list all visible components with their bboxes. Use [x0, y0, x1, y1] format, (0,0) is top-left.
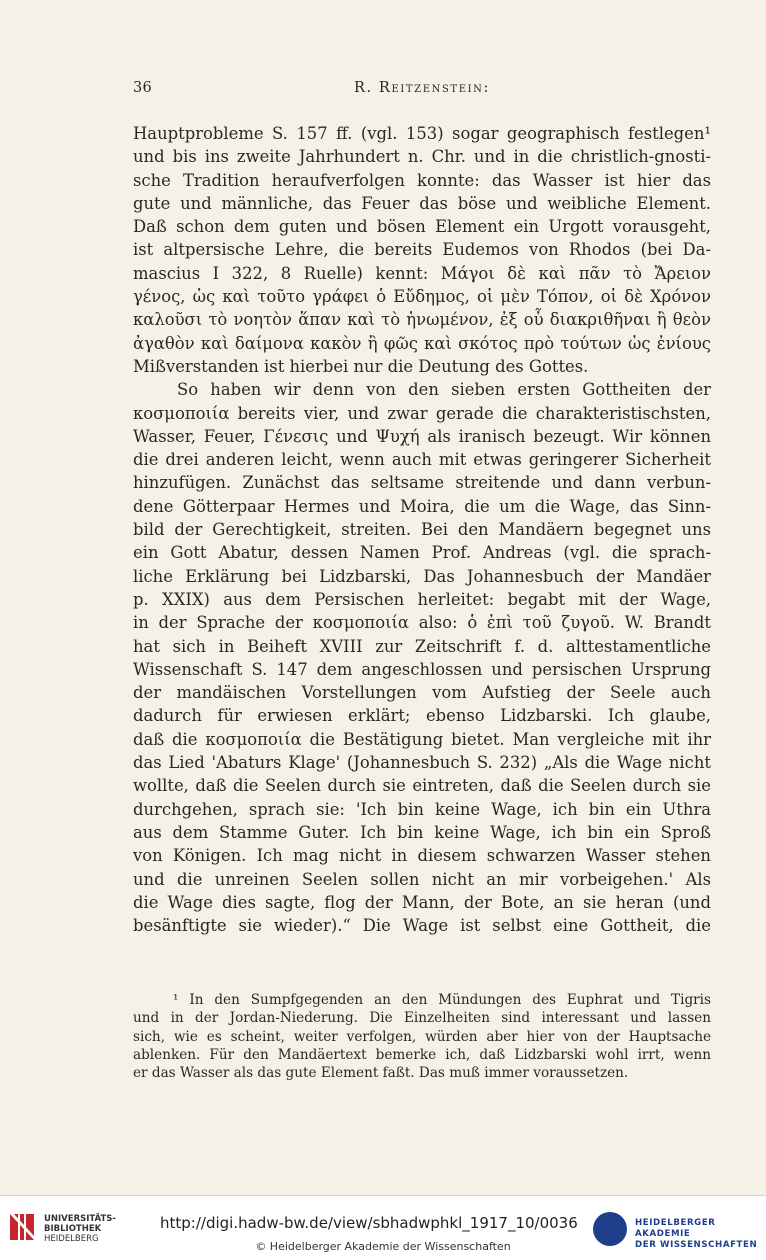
copyright-notice: © Heidelberger Akademie der Wissenschaften — [255, 1240, 511, 1253]
text-line: dadurch für erwiesen erklärt; ebenso Lidzbarski. Ich glaube, — [133, 706, 711, 726]
footnote-line: er das Wasser als das gute Element faßt. Das muß immer voraussetzen. — [133, 1065, 629, 1082]
viewer-footer — [0, 1195, 766, 1260]
text-line: und die unreinen Seelen sollen nicht an mir vorbeigehen.' Als — [133, 869, 711, 889]
text-line: wollte, daß die Seelen durch sie eintreten, daß die Seelen durch sie — [133, 776, 711, 796]
text-line: durchgehen, sprach sie: 'Ich bin keine Wage, ich bin ein Uthra — [133, 799, 711, 819]
text-line: κοσμοποιία bereits vier, und zwar gerade die charakteristischsten, — [133, 403, 711, 423]
footnote-line: ¹ In den Sumpfgegenden an den Mündungen des Euphrat und Tigris — [173, 992, 711, 1008]
text-line: ein Gott Abatur, dessen Namen Prof. Andreas (vgl. die sprach- — [133, 543, 711, 563]
footnote-line: und in der Jordan-Niederung. Die Einzelheiten sind interessant und lassen — [133, 1010, 711, 1027]
text-line: Wissenschaft S. 147 dem angeschlossen und persischen Ursprung — [133, 659, 711, 679]
text-line: γένος, ὡς καὶ τοῦτο γράφει ὁ Εὔδημος, οἱ μὲν Τόπον, οἱ δὲ Χρόνον — [133, 287, 711, 307]
text-line: καλοῦσι τὸ νοητὸν ἅπαν καὶ τὸ ἡνωμένον, ἐξ οὗ διακριθῆναι ἢ θεὸν — [133, 310, 711, 330]
text-line: dene Götterpaar Hermes und Moira, die um die Wage, das Sinn- — [133, 496, 711, 516]
text-line: die Wage dies sagte, flog der Mann, der Bote, an sie heran (und — [133, 892, 711, 912]
text-line: das Lied 'Abaturs Klage' (Johannesbuch S. 232) „Als die Wage nicht — [133, 753, 711, 773]
text-line: daß die κοσμοποιία die Bestätigung bietet. Man vergleiche mit ihr — [133, 729, 711, 749]
academy-name: HEIDELBERGER AKADEMIE DER WISSENSCHAFTEN — [635, 1218, 758, 1250]
text-line: gute und männliche, das Feuer das böse und weibliche Element. — [133, 193, 711, 213]
page-number: 36 — [133, 80, 153, 96]
text-line: Daß schon dem guten und bösen Element ein Urgott vorausgeht, — [133, 217, 711, 237]
text-line: der mandäischen Vorstellungen vom Aufstieg der Seele auch — [133, 683, 711, 703]
text-line: p. XXIX) aus dem Persischen herleitet: begabt mit der Wage, — [133, 589, 711, 609]
running-head: R. Reitzenstein: — [354, 80, 490, 96]
text-line: liche Erklärung bei Lidzbarski, Das Johannesbuch der Mandäer — [133, 566, 711, 586]
text-line: bild der Gerechtigkeit, streiten. Bei den Mandäern begegnet uns — [133, 520, 711, 540]
text-line: ἀγαθὸν καὶ δαίμονα κακὸν ἢ φῶς καὶ σκότος πρὸ τούτων ὡς ἐνίους — [133, 333, 711, 353]
page-header — [133, 80, 711, 100]
university-library-logo — [8, 1210, 38, 1244]
academy-seal-icon — [593, 1212, 627, 1246]
body-text — [133, 122, 711, 937]
text-line: Hauptprobleme S. 157 ff. (vgl. 153) sogar geographisch festlegen¹ — [133, 124, 711, 143]
text-line: ist altpersische Lehre, die bereits Eudemos von Rhodos (bei Da- — [133, 240, 711, 260]
text-line: Mißverstanden ist hierbei nur die Deutung des Gottes. — [133, 356, 589, 376]
footnote-line: ablenken. Für den Mandäertext bemerke ich, daß Lidzbarski wohl irrt, wenn — [133, 1046, 711, 1063]
text-line: sche Tradition heraufverfolgen konnte: das Wasser ist hier das — [133, 170, 711, 190]
text-line: besänftigte sie wieder).“ Die Wage ist selbst eine Gottheit, die — [133, 916, 711, 936]
text-line: aus dem Stamme Guter. Ich bin keine Wage, ich bin ein Sproß — [133, 822, 711, 842]
text-line: die drei anderen leicht, wenn auch mit etwas geringerer Sicherheit — [133, 450, 711, 470]
library-name: UNIVERSITÄTS- BIBLIOTHEK HEIDELBERG — [44, 1214, 116, 1244]
text-line: Wasser, Feuer, Γένεσις und Ψυχή als iranisch bezeugt. Wir können — [133, 426, 711, 446]
footnote-line: sich, wie es scheint, weiter verfolgen, würden aber hier von der Hauptsache — [133, 1028, 711, 1045]
text-line: in der Sprache der κοσμοποιία also: ὁ ἐπὶ τοῦ ζυγοῦ. W. Brandt — [133, 613, 711, 633]
text-line: hat sich in Beiheft XVIII zur Zeitschrift f. d. alttestamentliche — [133, 636, 711, 656]
text-line: hinzufügen. Zunächst das seltsame streitende und dann verbun- — [133, 473, 711, 493]
text-line: mascius I 322, 8 Ruelle) kennt: Μάγοι δὲ καὶ πᾶν τὸ Ἄρειον — [133, 263, 711, 283]
text-line: von Königen. Ich mag nicht in diesem schwarzen Wasser stehen — [133, 846, 711, 866]
text-line: So haben wir denn von den sieben ersten Gottheiten der — [177, 380, 711, 400]
text-line: und bis ins zweite Jahrhundert n. Chr. und in die christlich-gnosti- — [133, 147, 711, 167]
document-url-link[interactable]: http://digi.hadw-bw.de/view/sbhadwphkl_1917_10/0036 — [160, 1214, 578, 1232]
footnotes — [133, 991, 711, 1082]
